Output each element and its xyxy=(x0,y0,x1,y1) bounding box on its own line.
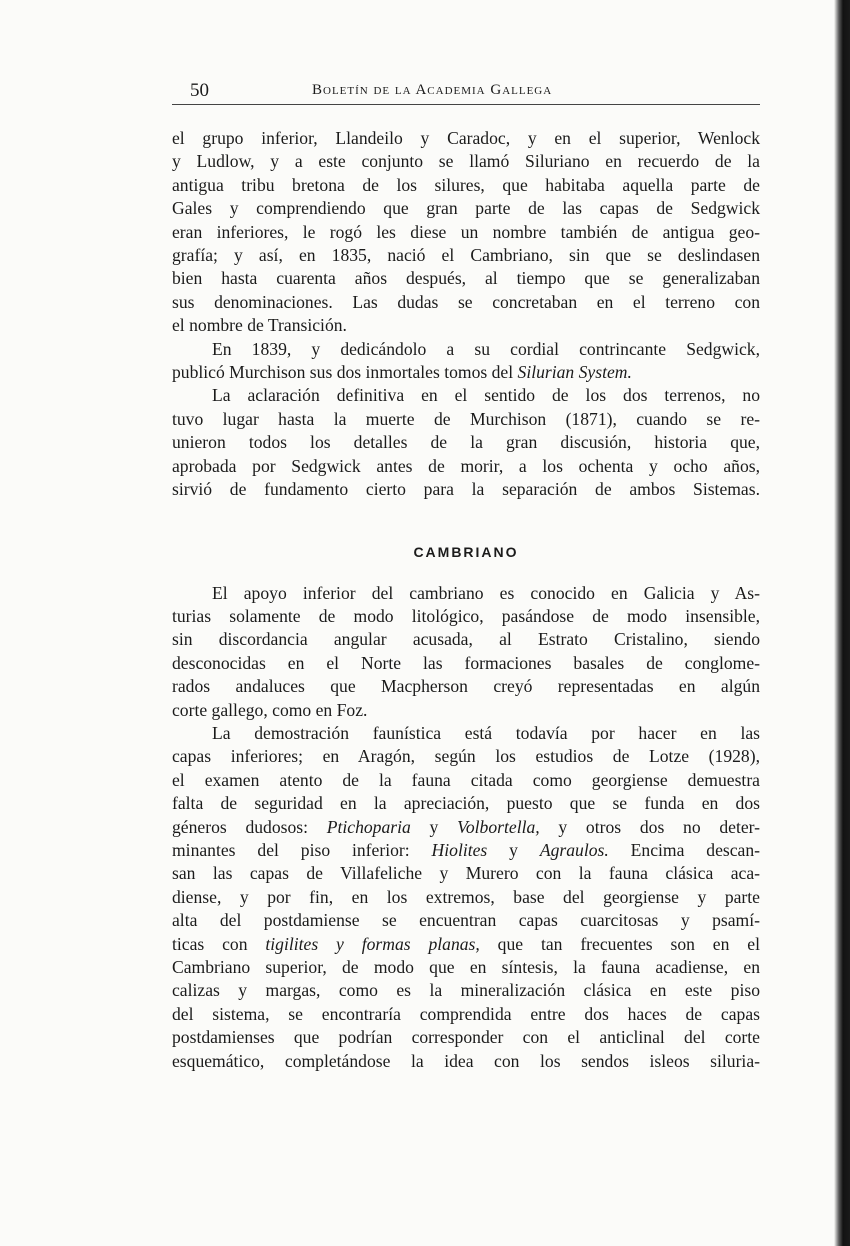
running-title: Boletín de la Academia Gallega xyxy=(312,82,553,98)
genus-name: Ptichoparia xyxy=(326,816,411,837)
text-line: falta de seguridad en la apreciación, puesto que se funda en dos xyxy=(172,793,760,814)
text-line: turias solamente de modo litológico, pasándose de modo insensible, xyxy=(172,605,760,626)
text-fragment: ticas con xyxy=(172,933,266,954)
text-line xyxy=(172,361,760,384)
text-line: La aclaración definitiva en el sentido de los dos terrenos, no xyxy=(212,385,760,406)
text-fragment: minantes del piso inferior: xyxy=(172,839,432,860)
text-line: unieron todos los detalles de la gran discusión, historia que, xyxy=(172,432,760,453)
paragraph-1 xyxy=(172,127,760,338)
text-line: grafía; y así, en 1835, nació el Cambriano, sin que se deslindasen xyxy=(172,245,760,266)
text-line: sirvió de fundamento cierto para la separación de ambos Sistemas. xyxy=(172,479,760,500)
text-line: Cambriano superior, de modo que en síntesis, la fauna acadiense, en xyxy=(172,957,760,977)
text-fragment: y xyxy=(487,839,540,860)
text-line: desconocidas en el Norte las formaciones basales de conglome- xyxy=(172,652,760,673)
paragraph-4 xyxy=(172,582,760,722)
text-line: antigua tribu bretona de los silures, que habitaba aquella parte de xyxy=(172,174,760,195)
text-line: calizas y margas, como es la mineralización clásica en este piso xyxy=(172,980,760,1001)
text-fragment: publicó Murchison sus dos inmortales tomos del xyxy=(172,362,518,383)
text-line: el examen atento de la fauna citada como georgiense demuestra xyxy=(172,769,760,790)
text-line: y Ludlow, y a este conjunto se llamó Siluriano en recuerdo de la xyxy=(172,151,760,172)
page-number: 50 xyxy=(190,80,209,101)
book-title: Silurian System. xyxy=(517,362,632,383)
text-line xyxy=(172,816,760,839)
text-line: eran inferiores, le rogó les diese un nombre también de antigua geo- xyxy=(172,221,760,242)
running-header xyxy=(172,78,760,105)
genus-name: Volbortella, xyxy=(457,816,540,837)
text-line: alta del postdamiense se encuentran capas cuarcitosas y psamí- xyxy=(172,910,760,931)
text-line: Gales y comprendiendo que gran parte de las capas de Sedgwick xyxy=(172,198,760,219)
text-fragment: que tan frecuentes son en el xyxy=(479,933,760,954)
text-line: rados andaluces que Macpherson creyó representadas en algún xyxy=(172,676,760,697)
text-line: bien hasta cuarenta años después, al tiempo que se generalizaban xyxy=(172,268,760,289)
text-line: el grupo inferior, Llandeilo y Caradoc, y en el superior, Wenlock xyxy=(172,128,760,148)
text-fragment: géneros dudosos: xyxy=(172,816,327,837)
text-line: esquemático, completándose la idea con los sendos isleos siluria- xyxy=(172,1050,760,1071)
italic-term: tigilites y formas planas, xyxy=(265,933,480,954)
page xyxy=(172,78,760,1073)
text-line: tuvo lugar hasta la muerte de Murchison (1871), cuando se re- xyxy=(172,408,760,429)
paragraph-3 xyxy=(172,384,760,501)
genus-name: Hiolites xyxy=(431,839,488,860)
text-line: En 1839, y dedicándolo a su cordial contrincante Sedgwick, xyxy=(212,338,760,359)
text-line: capas inferiores; en Aragón, según los estudios de Lotze (1928), xyxy=(172,746,760,767)
text-line xyxy=(172,839,760,862)
text-line xyxy=(172,933,760,956)
text-line: postdamienses que podrían corresponder con el anticlinal del corte xyxy=(172,1027,760,1048)
genus-name: Agraulos. xyxy=(539,839,609,860)
text-line: sin discordancia angular acusada, al Estrato Cristalino, siendo xyxy=(172,629,760,650)
section-heading: CAMBRIANO xyxy=(413,543,519,560)
text-line: el nombre de Transición. xyxy=(172,315,347,336)
text-line: El apoyo inferior del cambriano es conocido en Galicia y As- xyxy=(212,582,760,603)
text-line: san las capas de Villafeliche y Murero con la fauna clásica aca- xyxy=(172,863,760,884)
text-fragment: y otros dos no deter- xyxy=(539,816,761,837)
paragraph-5 xyxy=(172,722,760,1073)
text-line: La demostración faunística está todavía por hacer en las xyxy=(212,722,760,743)
text-line: corte gallego, como en Foz. xyxy=(172,699,368,720)
text-fragment: Encima descan- xyxy=(608,839,761,860)
text-line: del sistema, se encontraría comprendida entre dos haces de capas xyxy=(172,1003,760,1024)
book-spine-shadow xyxy=(834,0,850,1246)
text-line: aprobada por Sedgwick antes de morir, a los ochenta y ocho años, xyxy=(172,455,760,476)
text-line: sus denominaciones. Las dudas se concretaban en el terreno con xyxy=(172,291,760,312)
paragraph-2 xyxy=(172,338,760,385)
text-fragment: y xyxy=(410,816,458,837)
text-line: diense, y por fin, en los extremos, base del georgiense y parte xyxy=(172,886,760,907)
